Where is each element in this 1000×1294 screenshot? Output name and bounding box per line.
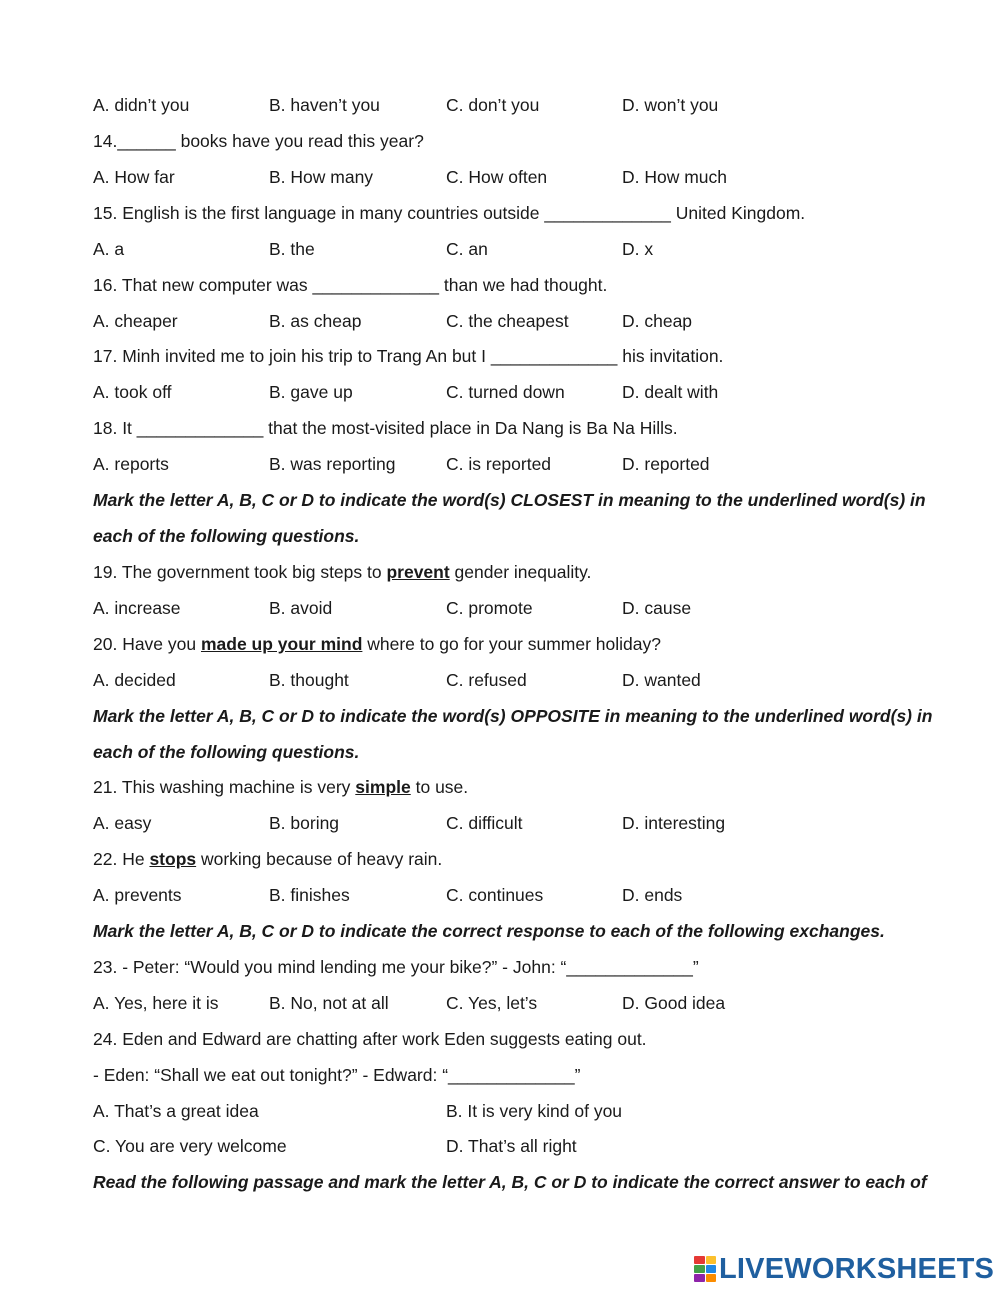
q19-underlined-word: prevent <box>386 562 450 582</box>
q17-option-c[interactable]: C. turned down <box>446 382 565 402</box>
q20-option-c[interactable]: C. refused <box>446 670 527 690</box>
q16-question: 16. That new computer was _____________ than we had thought. <box>93 275 608 295</box>
q18-question: 18. It _____________ that the most-visited place in Da Nang is Ba Na Hills. <box>93 418 678 438</box>
instruction-closest-line2: each of the following questions. <box>93 526 360 546</box>
instruction-closest-line1: Mark the letter A, B, C or D to indicate the word(s) CLOSEST in meaning to the underlined word(s) in <box>93 490 926 510</box>
q19-option-c[interactable]: C. promote <box>446 598 533 618</box>
q24-dialog: - Eden: “Shall we eat out tonight?” - Edward: “_____________” <box>93 1065 581 1085</box>
q24-option-a[interactable]: A. That’s a great idea <box>93 1101 259 1121</box>
q19-option-a[interactable]: A. increase <box>93 598 181 618</box>
q22-underlined-word: stops <box>149 849 197 869</box>
q24-option-c[interactable]: C. You are very welcome <box>93 1136 287 1156</box>
q15-option-c[interactable]: C. an <box>446 239 488 259</box>
q17-option-d[interactable]: D. dealt with <box>622 382 719 402</box>
q21-question: 21. This washing machine is very simple to use. <box>93 777 469 797</box>
q18-option-b[interactable]: B. was reporting <box>269 454 396 474</box>
q23-option-d[interactable]: D. Good idea <box>622 993 726 1013</box>
q16-blank[interactable]: _____________ <box>312 275 440 295</box>
q20-underlined-phrase: made up your mind <box>200 634 363 654</box>
q19-question: 19. The government took big steps to prevent gender inequality. <box>93 562 592 582</box>
q22-option-c[interactable]: C. continues <box>446 885 544 905</box>
q17-option-b[interactable]: B. gave up <box>269 382 353 402</box>
q14-question: 14.______ books have you read this year? <box>93 131 424 151</box>
q23-option-a[interactable]: A. Yes, here it is <box>93 993 219 1013</box>
q16-option-a[interactable]: A. cheaper <box>93 311 178 331</box>
q18-option-c[interactable]: C. is reported <box>446 454 552 474</box>
logo-mark-block <box>706 1274 717 1282</box>
q13-option-a[interactable]: A. didn’t you <box>93 95 190 115</box>
q13-option-c[interactable]: C. don’t you <box>446 95 540 115</box>
q20-option-a[interactable]: A. decided <box>93 670 176 690</box>
q14-option-a[interactable]: A. How far <box>93 167 175 187</box>
instruction-opposite-line1: Mark the letter A, B, C or D to indicate the word(s) OPPOSITE in meaning to the underlined word(s) in <box>93 706 933 726</box>
liveworksheets-logo-icon <box>694 1256 716 1282</box>
instruction-reading: Read the following passage and mark the letter A, B, C or D to indicate the correct answer to each of <box>93 1172 927 1192</box>
q16-option-b[interactable]: B. as cheap <box>269 311 362 331</box>
q18-option-d[interactable]: D. reported <box>622 454 710 474</box>
q19-option-b[interactable]: B. avoid <box>269 598 333 618</box>
q13-option-b[interactable]: B. haven’t you <box>269 95 380 115</box>
liveworksheets-logo <box>694 1252 994 1286</box>
instruction-opposite-line2: each of the following questions. <box>93 742 360 762</box>
q22-option-b[interactable]: B. finishes <box>269 885 350 905</box>
q19-option-d[interactable]: D. cause <box>622 598 692 618</box>
q21-option-b[interactable]: B. boring <box>269 813 340 833</box>
q22-option-a[interactable]: A. prevents <box>93 885 182 905</box>
q21-option-d[interactable]: D. interesting <box>622 813 726 833</box>
q17-option-a[interactable]: A. took off <box>93 382 172 402</box>
q18-option-a[interactable]: A. reports <box>93 454 169 474</box>
instruction-response: Mark the letter A, B, C or D to indicate the correct response to each of the following exchanges. <box>93 921 885 941</box>
q16-option-c[interactable]: C. the cheapest <box>446 311 569 331</box>
logo-mark-block <box>694 1274 705 1282</box>
q22-question: 22. He stops working because of heavy rain. <box>93 849 443 869</box>
q24-question: 24. Eden and Edward are chatting after work Eden suggests eating out. <box>93 1029 647 1049</box>
q24-option-d[interactable]: D. That’s all right <box>446 1136 577 1156</box>
q20-question: 20. Have you made up your mind where to go for your summer holiday? <box>93 634 662 654</box>
q23-option-b[interactable]: B. No, not at all <box>269 993 389 1013</box>
q23-option-c[interactable]: C. Yes, let’s <box>446 993 538 1013</box>
q23-question: 23. - Peter: “Would you mind lending me your bike?” - John: “_____________” <box>93 957 699 977</box>
q17-question: 17. Minh invited me to join his trip to Trang An but I _____________ his invitation. <box>93 346 724 366</box>
q16-option-d[interactable]: D. cheap <box>622 311 693 331</box>
q22-option-d[interactable]: D. ends <box>622 885 683 905</box>
q15-question: 15. English is the first language in many countries outside _____________ United Kingdom. <box>93 203 806 223</box>
q14-option-c[interactable]: C. How often <box>446 167 548 187</box>
q17-blank[interactable]: _____________ <box>490 346 618 366</box>
logo-mark-block <box>706 1265 717 1273</box>
q21-option-c[interactable]: C. difficult <box>446 813 523 833</box>
logo-mark-block <box>694 1265 705 1273</box>
logo-mark-block <box>694 1256 705 1264</box>
q14-option-b[interactable]: B. How many <box>269 167 374 187</box>
logo-mark-block <box>706 1256 717 1264</box>
q18-blank[interactable]: _____________ <box>136 418 264 438</box>
q15-option-a[interactable]: A. a <box>93 239 125 259</box>
q14-option-d[interactable]: D. How much <box>622 167 728 187</box>
q14-blank[interactable]: ______ <box>117 131 176 151</box>
q15-blank[interactable]: _____________ <box>544 203 671 223</box>
q20-option-b[interactable]: B. thought <box>269 670 349 690</box>
q21-option-a[interactable]: A. easy <box>93 813 152 833</box>
q15-option-b[interactable]: B. the <box>269 239 315 259</box>
q21-underlined-word: simple <box>355 777 411 797</box>
liveworksheets-logo-text: LIVEWORKSHEETS <box>719 1252 995 1285</box>
q24-option-b[interactable]: B. It is very kind of you <box>446 1101 623 1121</box>
q13-option-d[interactable]: D. won’t you <box>622 95 719 115</box>
q20-option-d[interactable]: D. wanted <box>622 670 701 690</box>
q15-option-d[interactable]: D. x <box>622 239 654 259</box>
